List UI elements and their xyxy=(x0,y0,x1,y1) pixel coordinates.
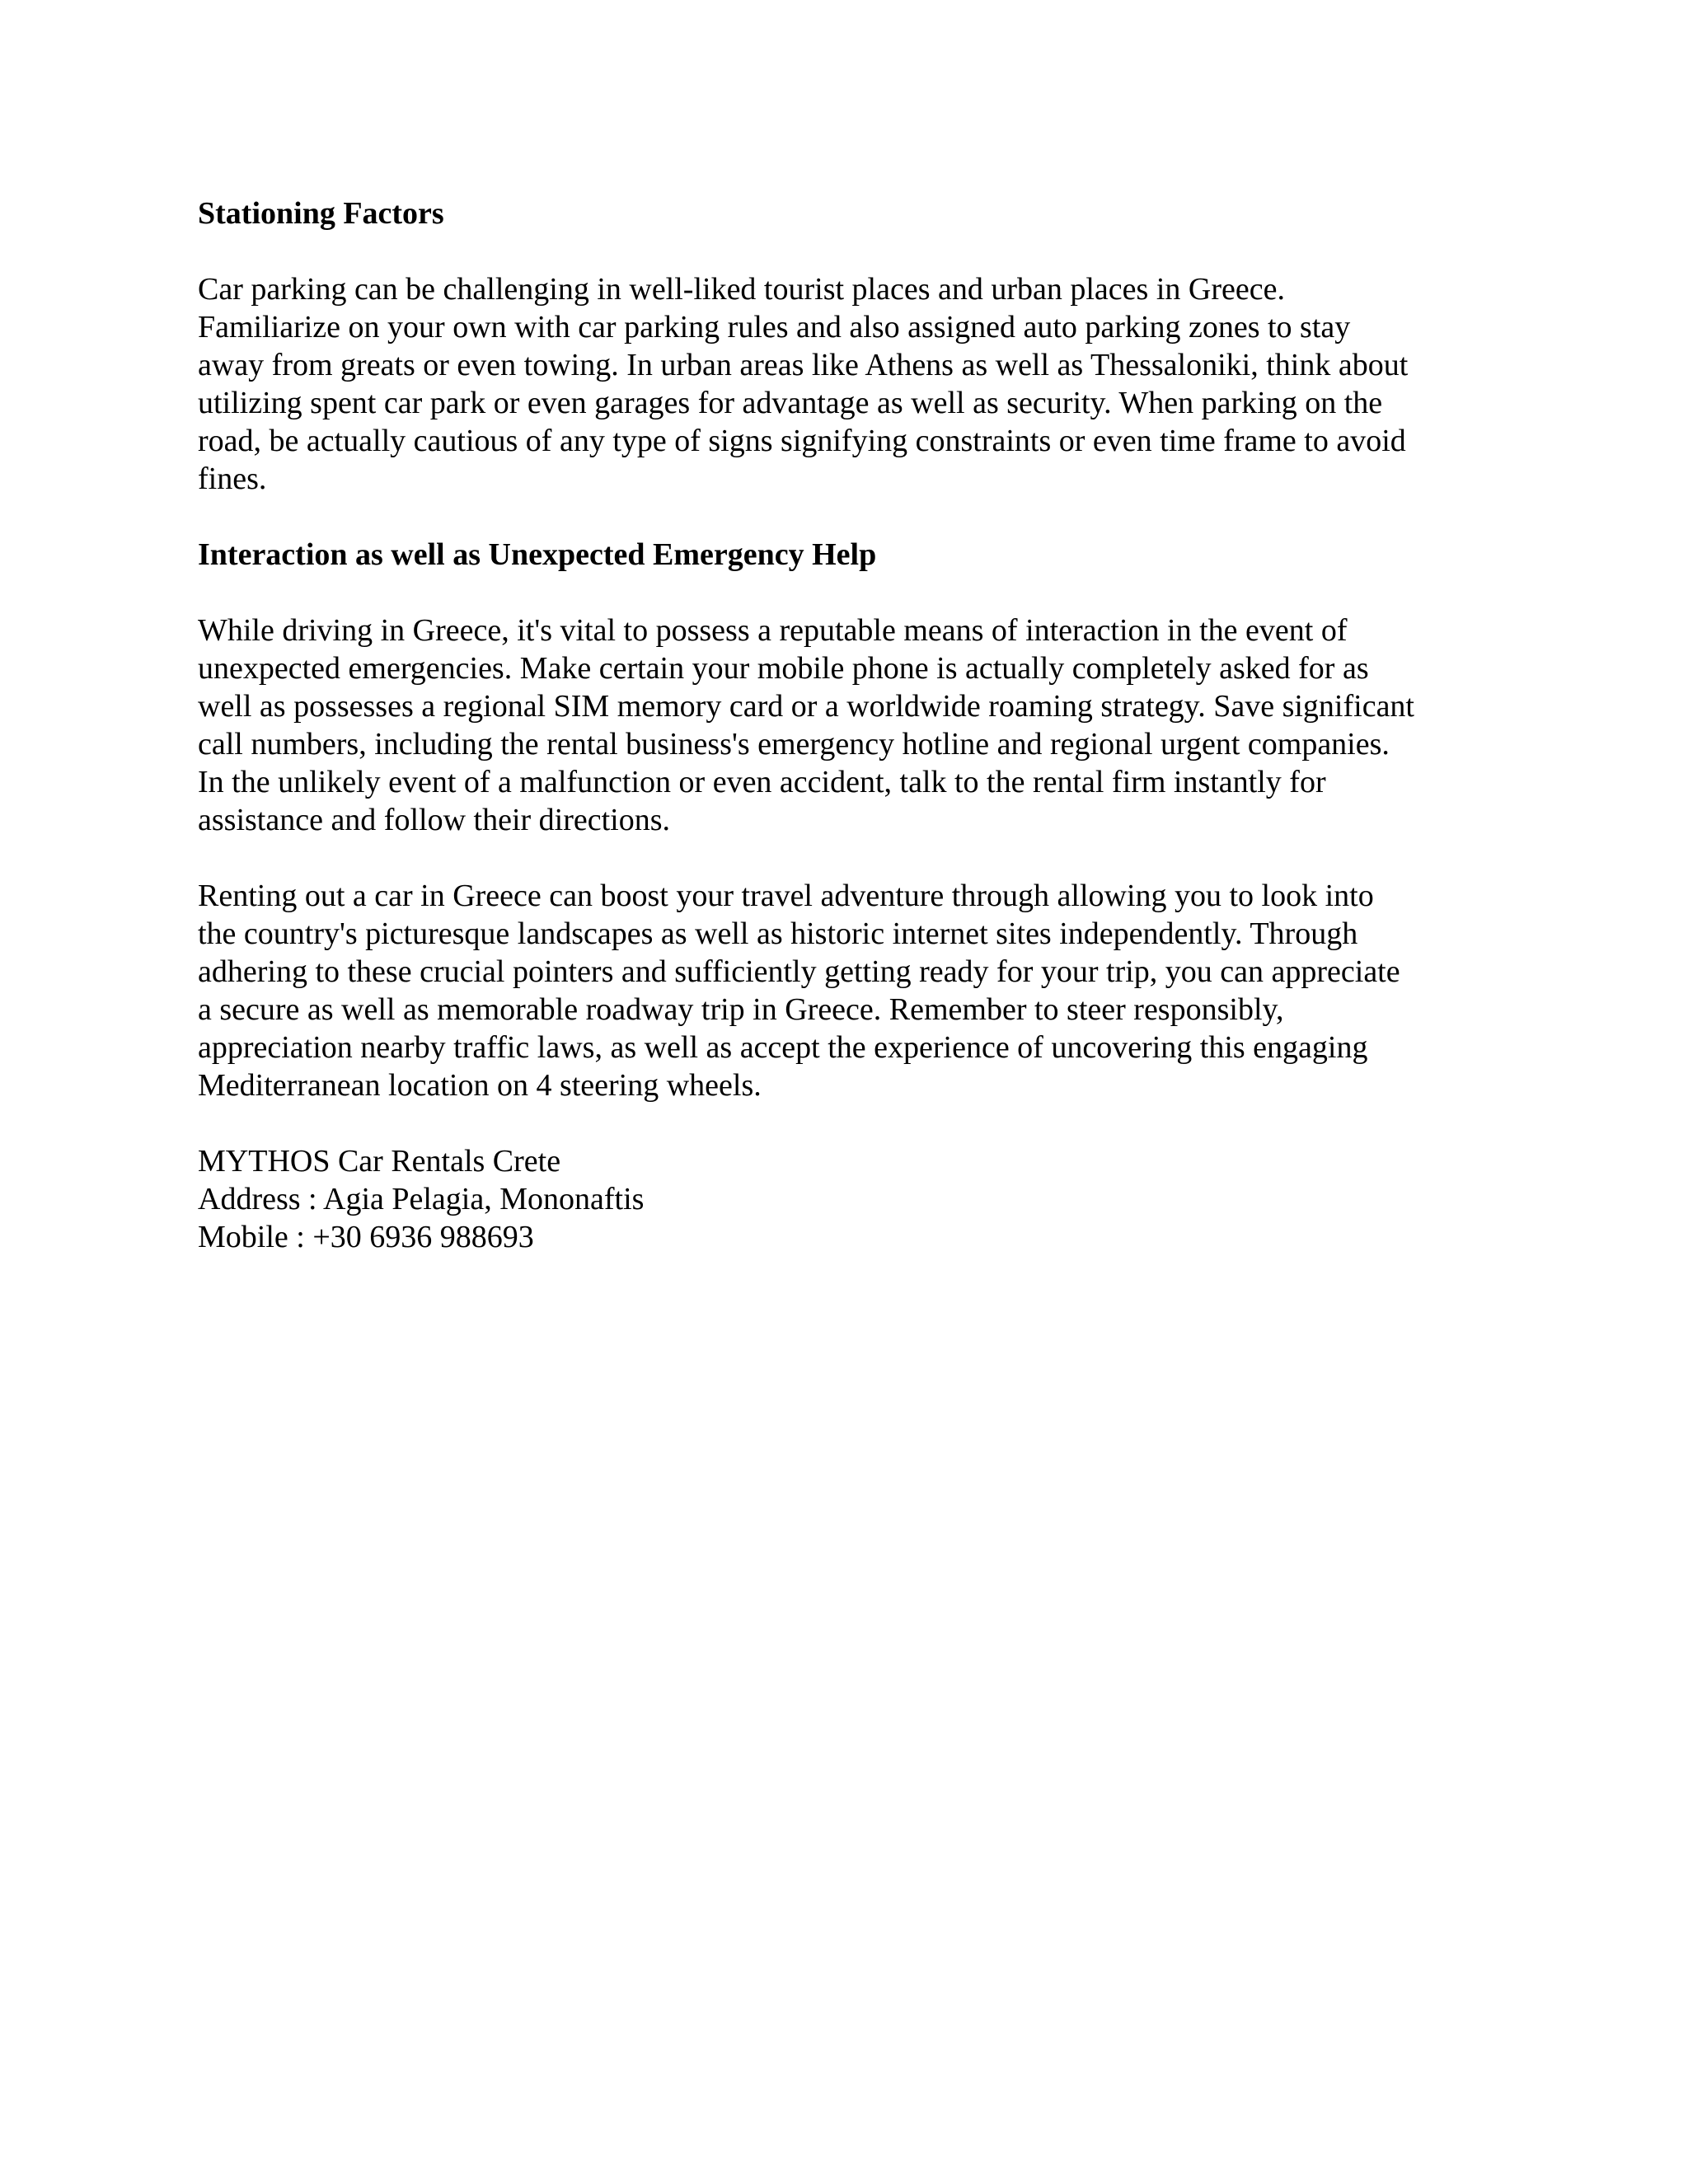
paragraph-line: Mediterranean location on 4 steering wheels. xyxy=(198,1068,762,1103)
spacer xyxy=(198,498,1500,536)
paragraph-interaction xyxy=(198,612,1500,839)
paragraph-line: fines. xyxy=(198,462,267,496)
paragraph-conclusion xyxy=(198,877,1500,1104)
paragraph-line: adhering to these crucial pointers and sufficiently getting ready for your trip, you can appreciate xyxy=(198,954,1400,989)
spacer xyxy=(198,232,1500,270)
document-body xyxy=(198,194,1500,1256)
spacer xyxy=(198,1104,1500,1142)
paragraph-line: Renting out a car in Greece can boost your travel adventure through allowing you to look into xyxy=(198,879,1374,913)
company-mobile: Mobile : +30 6936 988693 xyxy=(198,1220,534,1254)
paragraph-line: a secure as well as memorable roadway trip in Greece. Remember to steer responsibly, xyxy=(198,992,1284,1027)
spacer xyxy=(198,839,1500,877)
paragraph-line: Familiarize on your own with car parking rules and also assigned auto parking zones to stay xyxy=(198,310,1351,344)
section-heading-interaction: Interaction as well as Unexpected Emergency Help xyxy=(198,537,877,572)
paragraph-line: utilizing spent car park or even garages for advantage as well as security. When parking on the xyxy=(198,386,1383,420)
paragraph-line: call numbers, including the rental business's emergency hotline and regional urgent companies. xyxy=(198,727,1390,762)
spacer xyxy=(198,574,1500,612)
paragraph-line: appreciation nearby traffic laws, as well as accept the experience of uncovering this engaging xyxy=(198,1030,1368,1065)
paragraph-line: Car parking can be challenging in well-liked tourist places and urban places in Greece. xyxy=(198,272,1285,307)
paragraph-line: assistance and follow their directions. xyxy=(198,803,671,837)
paragraph-line: away from greats or even towing. In urban areas like Athens as well as Thessaloniki, think about xyxy=(198,348,1409,382)
paragraph-line: While driving in Greece, it's vital to possess a reputable means of interaction in the event of xyxy=(198,613,1348,648)
paragraph-stationing xyxy=(198,270,1500,498)
company-address: Address : Agia Pelagia, Mononaftis xyxy=(198,1182,645,1216)
paragraph-line: the country's picturesque landscapes as well as historic internet sites independently. Through xyxy=(198,916,1358,951)
paragraph-line: In the unlikely event of a malfunction or even accident, talk to the rental firm instantly for xyxy=(198,765,1326,799)
paragraph-line: unexpected emergencies. Make certain your mobile phone is actually completely asked for as xyxy=(198,651,1369,686)
contact-block xyxy=(198,1142,1500,1256)
paragraph-line: road, be actually cautious of any type of signs signifying constraints or even time frame to avoid xyxy=(198,424,1406,458)
section-heading-stationing: Stationing Factors xyxy=(198,196,444,231)
paragraph-line: well as possesses a regional SIM memory card or a worldwide roaming strategy. Save significant xyxy=(198,689,1414,724)
company-name: MYTHOS Car Rentals Crete xyxy=(198,1144,561,1179)
